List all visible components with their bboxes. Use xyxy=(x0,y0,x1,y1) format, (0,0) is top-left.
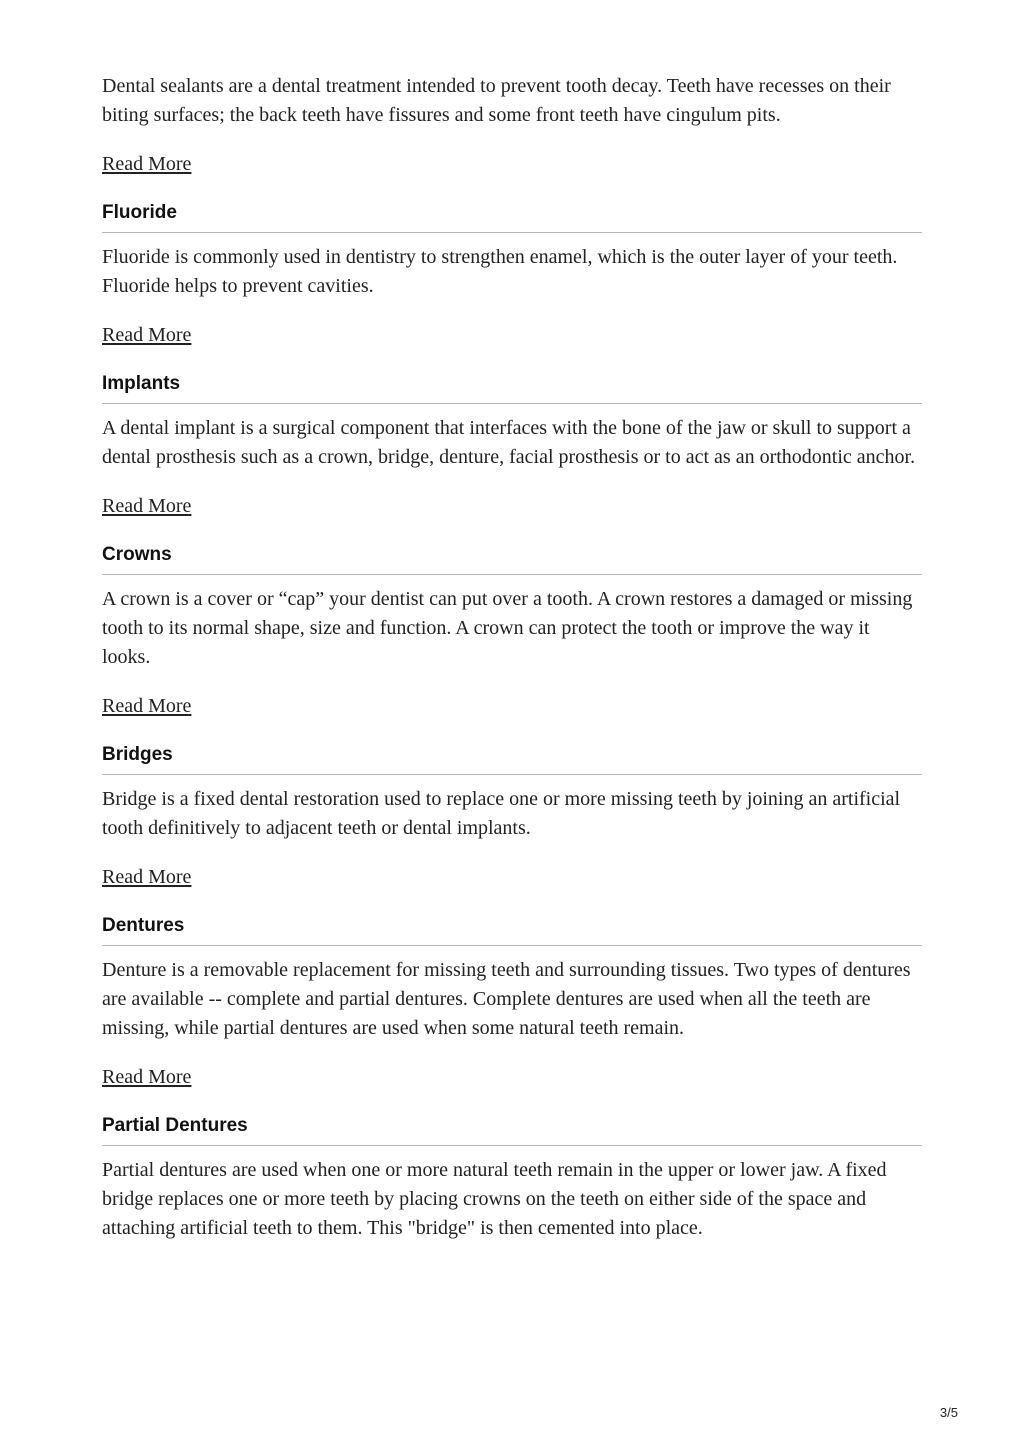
section-title-fluoride: Fluoride xyxy=(102,201,922,233)
section-title-partial-dentures: Partial Dentures xyxy=(102,1114,922,1146)
section-bridges xyxy=(102,743,922,892)
read-more-link-sealants[interactable]: Read More xyxy=(102,153,192,175)
document-page xyxy=(102,72,922,1243)
section-text-crowns: A crown is a cover or “cap” your dentist can put over a tooth. A crown restores a damaged or missing tooth to its normal shape, size and function. A crown can protect the tooth or improve the way it looks. xyxy=(102,588,913,668)
section-text-dentures: Denture is a removable replacement for missing teeth and surrounding tissues. Two types of dentures are available -- complete and partial dentures. Complete dentures are used when all the teeth are missing, while partial dentures are used when some natural teeth remain. xyxy=(102,959,911,1039)
section-fluoride xyxy=(102,201,922,350)
section-title-dentures: Dentures xyxy=(102,914,922,946)
section-text-bridges: Bridge is a fixed dental restoration used to replace one or more missing teeth by joining an artificial tooth definitively to adjacent teeth or dental implants. xyxy=(102,788,901,839)
section-partial-dentures xyxy=(102,1114,922,1243)
read-more-link-dentures[interactable]: Read More xyxy=(102,1066,192,1088)
section-title-bridges: Bridges xyxy=(102,743,922,775)
section-text-partial-dentures: Partial dentures are used when one or more natural teeth remain in the upper or lower jaw. A fixed bridge replaces one or more teeth by placing crowns on the teeth on either side of the space and attaching artificial teeth to them. This "bridge" is then cemented into place. xyxy=(102,1159,887,1239)
section-title-implants: Implants xyxy=(102,372,922,404)
intro-paragraph: Dental sealants are a dental treatment intended to prevent tooth decay. Teeth have recesses on their biting surfaces; the back teeth have fissures and some front teeth have cingulum pits. xyxy=(102,75,891,126)
read-more-link-crowns[interactable]: Read More xyxy=(102,695,192,717)
section-crowns xyxy=(102,543,922,721)
page-number: 3/5 xyxy=(939,1405,958,1420)
read-more-link-bridges[interactable]: Read More xyxy=(102,866,192,888)
section-text-implants: A dental implant is a surgical component that interfaces with the bone of the jaw or skull to support a dental prosthesis such as a crown, bridge, denture, facial prosthesis or to act as an orthodontic anchor. xyxy=(102,417,916,468)
section-text-fluoride: Fluoride is commonly used in dentistry to strengthen enamel, which is the outer layer of your teeth. Fluoride helps to prevent cavities. xyxy=(102,246,898,297)
read-more-link-implants[interactable]: Read More xyxy=(102,495,192,517)
section-dentures xyxy=(102,914,922,1092)
read-more-link-fluoride[interactable]: Read More xyxy=(102,324,192,346)
section-implants xyxy=(102,372,922,521)
section-title-crowns: Crowns xyxy=(102,543,922,575)
